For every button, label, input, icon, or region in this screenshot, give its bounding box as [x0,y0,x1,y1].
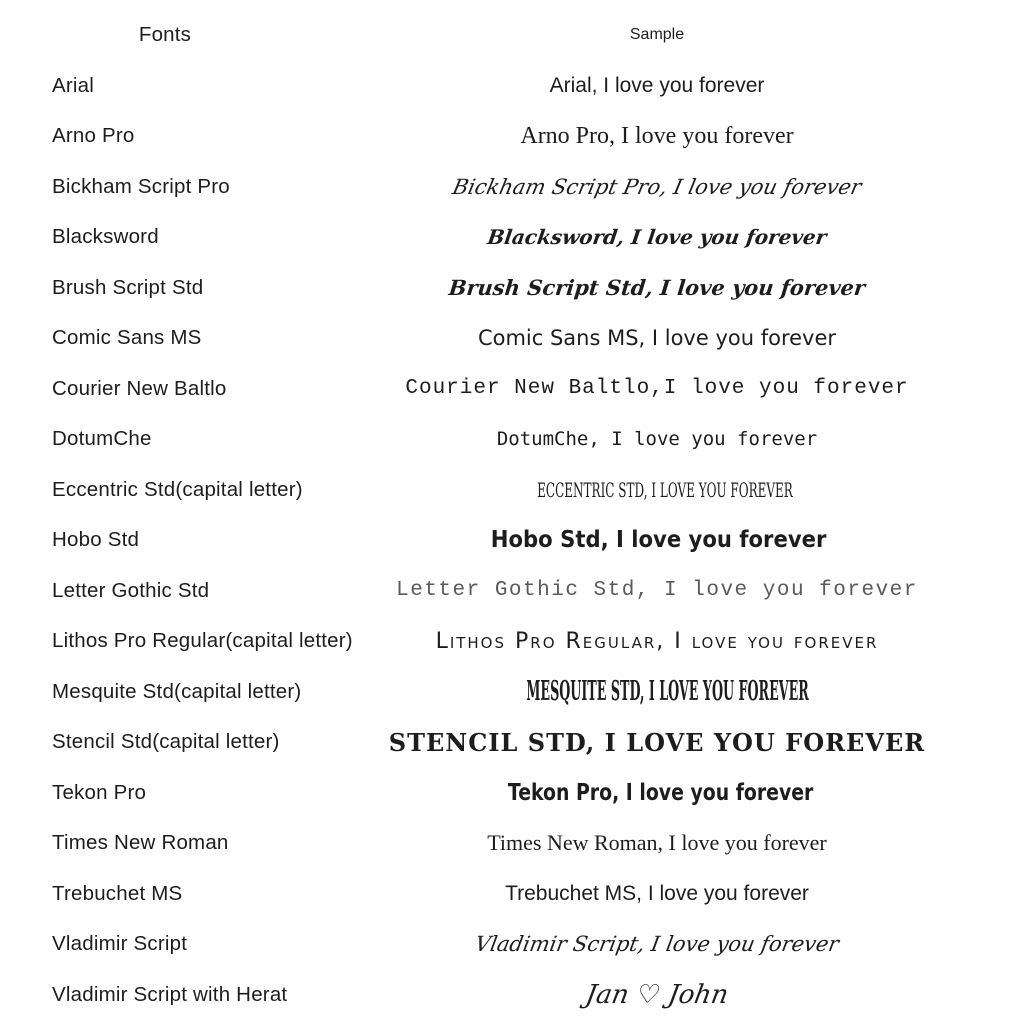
font-name-letter-gothic-std: Letter Gothic Std [52,578,210,602]
table-row [0,313,1024,364]
table-row [0,515,1024,566]
table-row [0,717,1024,768]
table-row [0,364,1024,415]
table-row [0,616,1024,667]
font-sample-blacksword: Blacksword, I love you forever [485,225,829,250]
table-row [0,566,1024,617]
font-sample-times-new-roman: Times New Roman, I love you forever [487,830,827,856]
font-name-brush-script-std: Brush Script Std [52,275,204,299]
font-name-blacksword: Blacksword [52,225,159,249]
font-sample-vladimir-script-with-herat-heart-icon: Jan ♡ John [583,979,731,1010]
font-sample-arial: Arial, I love you forever [549,73,765,97]
table-row [0,212,1024,263]
font-sample-dotumche: DotumChe, I love you forever [496,428,818,451]
table-row [0,970,1024,1021]
table-row [0,263,1024,314]
font-name-mesquite-std: Mesquite Std(capital letter) [52,679,302,703]
font-sample-letter-gothic-std: Letter Gothic Std, I love you forever [396,579,918,603]
font-name-lithos-pro-regular: Lithos Pro Regular(capital letter) [52,629,353,653]
table-row [0,162,1024,213]
column-header-fonts: Fonts [138,23,192,47]
font-name-stencil-std: Stencil Std(capital letter) [52,730,280,754]
font-sample-bickham-script-pro: Bickham Script Pro, I love you forever [450,174,864,199]
font-sample-lithos-pro-regular: Lithos Pro Regular, I love you forever [435,628,879,654]
font-name-comic-sans-ms: Comic Sans MS [52,326,202,350]
font-sample-mesquite-std: MESQUITE STD, I LOVE YOU FOREVER [526,676,809,708]
table-row [0,111,1024,162]
table-row [0,919,1024,970]
font-sample-trebuchet-ms: Trebuchet MS, I love you forever [505,881,809,905]
font-name-tekon-pro: Tekon Pro [52,780,147,804]
table-row [0,869,1024,920]
font-sample-arno-pro: Arno Pro, I love you forever [520,122,794,149]
table-row [0,768,1024,819]
font-name-vladimir-script-with-herat: Vladimir Script with Herat [52,982,288,1006]
column-header-sample: Sample [629,26,685,44]
font-name-courier-new-baltlo: Courier New Baltlo [52,376,227,400]
font-name-dotumche: DotumChe [52,427,152,451]
table-row [0,414,1024,465]
font-sample-courier-new-baltlo: Courier New Baltlo,I love you forever [405,377,909,401]
font-name-vladimir-script: Vladimir Script [52,932,188,956]
font-sample-comic-sans-ms: Comic Sans MS, I love you forever [477,326,837,351]
font-sample-tekon-pro: Tekon Pro, I love you forever [507,779,814,806]
font-name-times-new-roman: Times New Roman [52,831,229,855]
table-row [0,667,1024,718]
font-sample-hobo-std: Hobo Std, I love you forever [490,527,827,554]
font-name-bickham-script-pro: Bickham Script Pro [52,174,230,198]
table-row [0,61,1024,112]
font-sample-brush-script-std: Brush Script Std, I love you forever [447,275,867,301]
table-header-row [0,10,1024,61]
table-row [0,465,1024,516]
font-sample-stencil-std: STENCIL STD, I LOVE YOU FOREVER [388,727,926,757]
font-name-trebuchet-ms: Trebuchet MS [52,881,183,905]
font-name-eccentric-std: Eccentric Std(capital letter) [52,477,303,501]
font-name-arial: Arial [52,73,95,97]
font-sample-vladimir-script: Vladimir Script, I love you forever [473,932,841,957]
font-sample-eccentric-std: ECCENTRIC STD, I LOVE YOU FOREVER [537,477,793,502]
font-name-hobo-std: Hobo Std [52,528,140,552]
font-name-arno-pro: Arno Pro [52,124,135,148]
table-row [0,818,1024,869]
